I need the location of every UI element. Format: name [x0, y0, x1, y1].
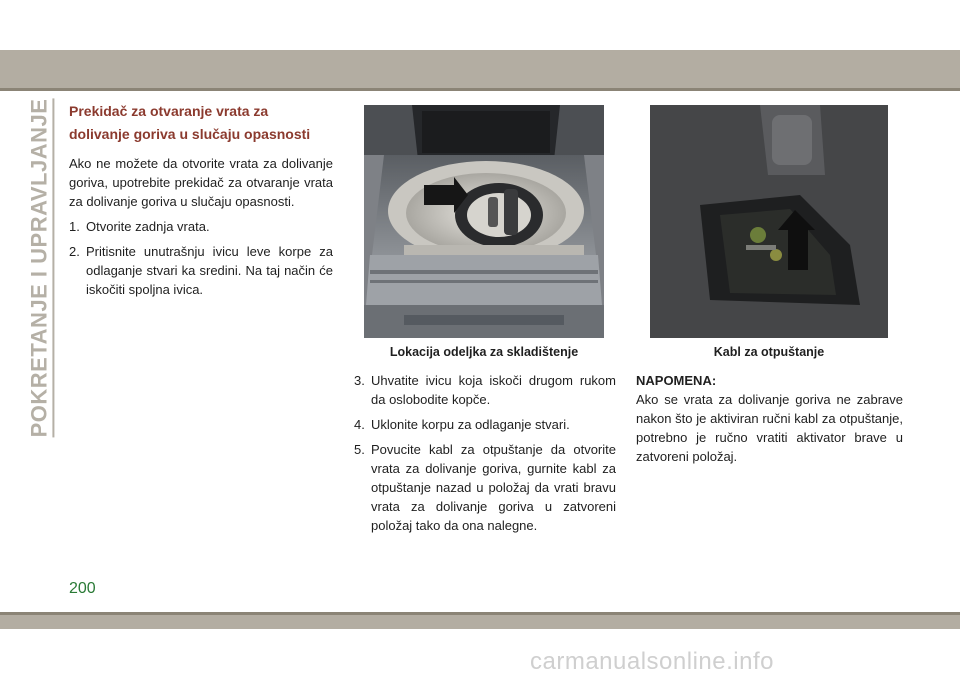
- step-number: 2.: [69, 244, 80, 259]
- intro-paragraph: Ako ne možete da otvorite vrata za dolivanje goriva, upotrebite prekidač za otvaranje vrata za dolivanje goriva u slučaju opasnosti.: [69, 156, 333, 209]
- step-number: 4.: [354, 417, 365, 432]
- step-text: Otvorite zadnja vrata.: [86, 219, 210, 234]
- step-number: 1.: [69, 219, 80, 234]
- section-heading-line-1: Prekidač za otvaranje vrata za: [69, 103, 269, 119]
- note-title: NAPOMENA:: [636, 373, 717, 388]
- step-1: [69, 217, 333, 236]
- section-side-label: POKRETANJE I UPRAVLJANJE: [26, 99, 54, 438]
- step-number: 5.: [354, 442, 365, 457]
- step-5: [354, 440, 616, 535]
- storage-compartment-illustration: [364, 105, 604, 338]
- step-3: [354, 371, 616, 409]
- step-text: Povucite kabl za otpuštanje da otvorite vrata za dolivanje goriva, gurnite kabl za otpuštanje nazad u položaj da vrati bravu vrata za dolivanje goriva u zatvoreni položaj tako da ona nalegne.: [371, 442, 616, 533]
- release-cable-illustration: [650, 105, 888, 338]
- step-text: Pritisnite unutrašnju ivicu leve korpe za odlaganje stvari ka sredini. Na taj način će iskočiti spoljna ivica.: [86, 244, 333, 297]
- footer-band: [0, 615, 960, 629]
- step-text: Uhvatite ivicu koja iskoči drugom rukom da oslobodite kopče.: [371, 373, 616, 407]
- note-body: Ako se vrata za dolivanje goriva ne zabrave nakon što je aktiviran ručni kabl za otpuštanje, potrebno je ručno vratiti aktivator brave u zatvoreni položaj.: [636, 392, 903, 464]
- note-block: [636, 371, 903, 466]
- step-2: [69, 242, 333, 299]
- step-4: [354, 415, 616, 434]
- step-number: 3.: [354, 373, 365, 388]
- left-column: [69, 100, 333, 305]
- section-heading-line-2: dolivanje goriva u slučaju opasnosti: [69, 126, 311, 142]
- step-text: Uklonite korpu za odlaganje stvari.: [371, 417, 570, 432]
- header-band: [0, 50, 960, 88]
- cable-figure-caption: Kabl za otpuštanje: [713, 345, 825, 359]
- section-side-tab: [26, 94, 54, 442]
- header-rule: [0, 88, 960, 91]
- section-heading: [69, 100, 333, 146]
- storage-compartment-image: [364, 105, 604, 338]
- storage-figure-caption: Lokacija odeljka za skladištenje: [389, 345, 579, 359]
- watermark: carmanualsonline.info: [530, 648, 774, 675]
- release-cable-image: [650, 105, 888, 338]
- middle-column: [354, 371, 616, 541]
- page-number: 200: [69, 580, 96, 597]
